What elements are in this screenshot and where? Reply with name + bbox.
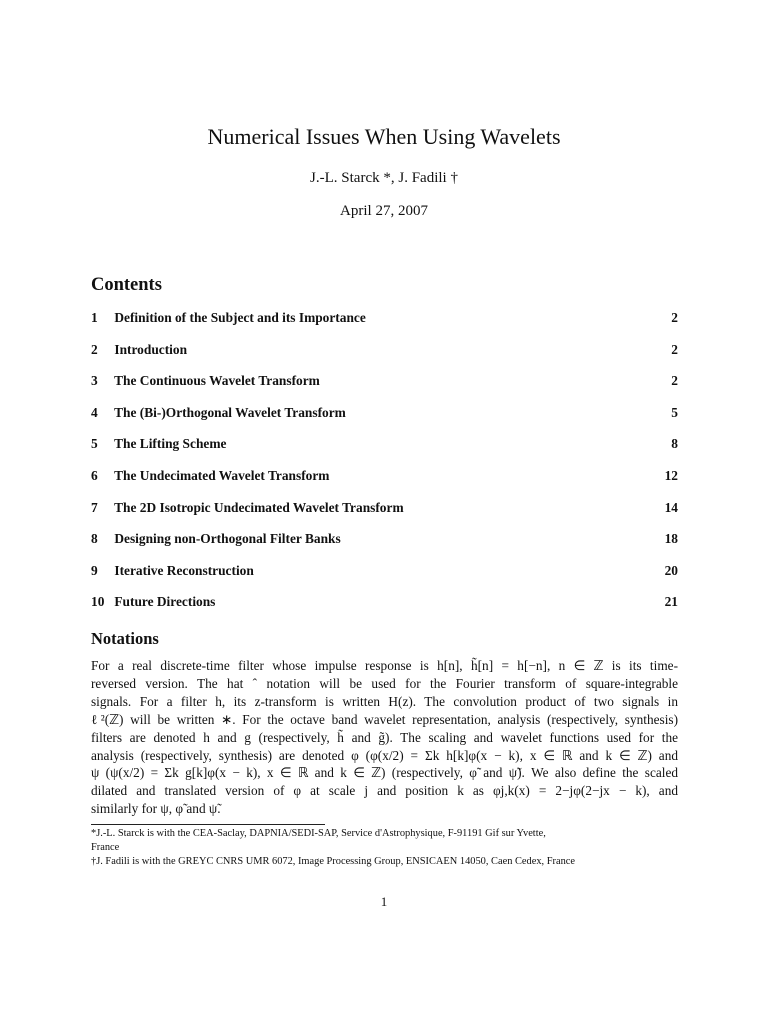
toc-page: 21 [664,594,678,610]
toc-number: 4 [91,404,98,420]
notations-heading: Notations [91,629,159,648]
toc-entry[interactable] [91,373,678,405]
toc-title: The 2D Isotropic Undecimated Wavelet Transform [114,499,404,515]
toc-number: 10 [91,594,105,610]
toc-page: 2 [671,310,678,325]
toc-title: Introduction [114,341,188,357]
toc-entry[interactable] [91,531,678,563]
paragraph-line: ψ (ψ(x/2) = Σk g[k]φ(x − k), x ∈ ℝ and k ∈ ℤ) (respectively, φ̃ and ψ̃). We also define the scaled [91,765,678,781]
toc-entry[interactable] [91,405,678,437]
toc-page: 2 [671,373,678,389]
toc-page: 14 [664,499,678,515]
footnote-fadili: †J. Fadili is with the GREYC CNRS UMR 6072, Image Processing Group, ENSICAEN 14050, Caen Cedex, France [91,856,575,868]
toc-entry[interactable] [91,563,678,595]
toc-title: The Lifting Scheme [114,436,227,452]
toc-title: The Undecimated Wavelet Transform [114,467,330,483]
toc-title: Iterative Reconstruction [114,562,254,578]
toc-title: Designing non-Orthogonal Filter Banks [114,531,341,547]
page-number: 1 [380,894,388,909]
toc-page: 20 [664,562,678,578]
paragraph-line: reversed version. The hat ˆ notation will be used for the Fourier transform of square-integrable [91,675,678,691]
paragraph-line: filters are denoted h and g (respectively, h̃ and g̃). The scaling and wavelet functions used for the [91,729,678,745]
toc-entry[interactable] [91,342,678,374]
toc-page: 5 [671,404,678,420]
paragraph-line: signals. For a filter h, its z-transform is written H(z). The convolution product of two signals in [91,693,678,709]
paragraph-line: analysis (respectively, synthesis) are denoted φ (φ(x/2) = Σk h[k]φ(x − k), x ∈ ℝ and k ∈ ℤ) and [91,747,678,763]
toc-number: 3 [91,373,98,389]
toc-entry[interactable] [91,500,678,532]
paragraph-line: ℓ²(ℤ) will be written ∗. For the octave band wavelet representation, analysis (respectively, synthesis) [91,711,678,727]
footnote-starck: *J.-L. Starck is with the CEA-Saclay, DAPNIA/SEDI-SAP, Service d'Astrophysique, F-91191 Gif sur Yvette, [91,828,546,839]
footnote-rule [91,824,325,825]
paragraph-line: similarly for ψ, φ̃ and ψ̃. [91,801,221,817]
toc-number: 9 [91,562,98,578]
contents-heading: Contents [91,275,162,295]
paragraph-line: dilated and translated version of φ at scale j and position k as φj,k(x) = 2−jφ(2−jx − k), and [91,783,678,799]
toc-entry[interactable] [91,594,678,626]
notations-paragraph [91,657,678,818]
paper-title: Numerical Issues When Using Wavelets [207,124,561,149]
toc-page: 12 [664,467,678,483]
toc-number: 2 [91,341,98,357]
toc-title: The Continuous Wavelet Transform [114,373,320,389]
paragraph-line: For a real discrete-time filter whose impulse response is h[n], h̃[n] = h[−n], n ∈ ℤ is its time- [91,658,678,673]
toc-title: The (Bi-)Orthogonal Wavelet Transform [114,404,346,420]
table-of-contents [91,310,678,626]
paper-authors: J.-L. Starck *, J. Fadili † [310,170,458,186]
toc-number: 1 [91,310,98,325]
toc-number: 5 [91,436,98,452]
toc-entry[interactable] [91,468,678,500]
toc-title: Definition of the Subject and its Importance [114,310,366,325]
footnote-starck-cont: France [91,842,120,854]
toc-number: 8 [91,531,98,547]
toc-page: 8 [671,436,678,452]
toc-title: Future Directions [114,594,216,610]
toc-entry[interactable] [91,436,678,468]
footnotes [91,827,681,870]
toc-page: 18 [664,531,678,547]
paper-date: April 27, 2007 [340,203,428,219]
toc-page: 2 [671,341,678,357]
toc-entry[interactable] [91,310,678,342]
toc-number: 6 [91,467,98,483]
toc-number: 7 [91,499,98,515]
